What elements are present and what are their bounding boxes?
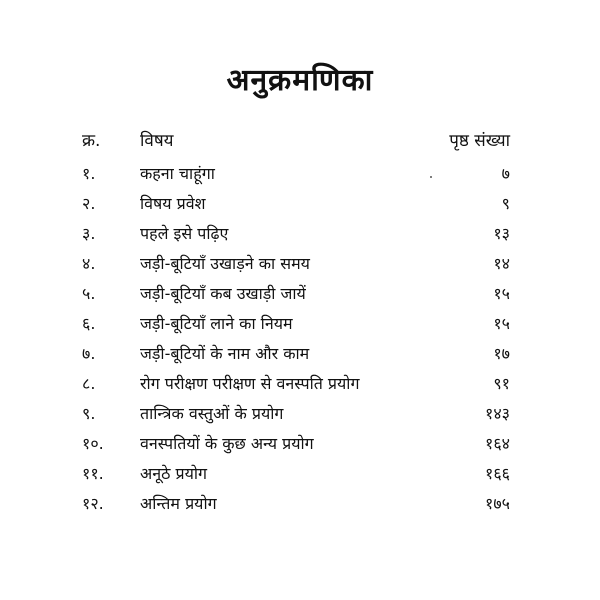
toc-row-number: १०. xyxy=(82,434,104,453)
toc-row-page: ९ xyxy=(501,194,510,213)
page-title: अनुक्रमणिका xyxy=(226,63,374,98)
toc-row-subject: विषय प्रवेश xyxy=(140,194,206,213)
toc-row-number: ८. xyxy=(82,374,96,393)
toc-row xyxy=(80,342,520,368)
toc-row xyxy=(80,162,520,188)
header-subject: विषय xyxy=(140,131,174,151)
toc-row xyxy=(80,492,520,518)
toc-row-subject: वनस्पतियों के कुछ अन्य प्रयोग xyxy=(140,434,314,453)
toc-row xyxy=(80,282,520,308)
toc-row-number: ६. xyxy=(82,314,96,333)
toc-row-number: १२. xyxy=(82,494,104,513)
toc-row-subject: जड़ी-बूटियाँ लाने का नियम xyxy=(140,314,293,333)
toc-row-subject: अनूठे प्रयोग xyxy=(140,464,208,483)
header-number: क्र. xyxy=(82,131,101,151)
toc-row-subject: रोग परीक्षण परीक्षण से वनस्पति प्रयोग xyxy=(140,374,360,393)
toc-row-subject: जड़ी-बूटियाँ उखाड़ने का समय xyxy=(140,254,310,273)
toc-row-page: १४ xyxy=(493,254,510,273)
toc-row xyxy=(80,252,520,278)
toc-row-number: ९. xyxy=(82,404,96,423)
toc-row-number: १. xyxy=(82,164,96,183)
toc-row xyxy=(80,312,520,338)
header-page: पृष्ठ संख्या xyxy=(449,131,510,151)
toc-row-page: ९१ xyxy=(493,374,510,393)
toc-row-number: ७. xyxy=(82,344,96,363)
toc-row-number: २. xyxy=(82,194,96,213)
toc-row xyxy=(80,192,520,218)
toc-row-page: १७५ xyxy=(485,494,510,513)
toc-row xyxy=(80,462,520,488)
toc-row-page: १६६ xyxy=(485,464,510,483)
toc-row xyxy=(80,432,520,458)
toc-row-number: ३. xyxy=(82,224,96,243)
toc-row xyxy=(80,372,520,398)
toc-row-number: ५. xyxy=(82,284,96,303)
toc-row-subject: जड़ी-बूटियों के नाम और काम xyxy=(140,344,310,363)
toc-row-page: १६४ xyxy=(485,434,510,453)
toc-row-page: १५ xyxy=(493,314,510,333)
toc-row-subject: अन्तिम प्रयोग xyxy=(140,494,217,513)
toc-row xyxy=(80,222,520,248)
toc-row-page: १४३ xyxy=(485,404,510,423)
toc-header xyxy=(80,128,520,154)
toc-row-subject: तान्त्रिक वस्तुओं के प्रयोग xyxy=(140,404,284,423)
toc-row-subject: पहले इसे पढ़िए xyxy=(140,224,229,243)
toc-row-subject: कहना चाहूंगा xyxy=(140,164,215,183)
toc-row-subject: जड़ी-बूटियाँ कब उखाड़ी जायें xyxy=(140,284,306,303)
toc-row xyxy=(80,402,520,428)
toc-row-page: १३ xyxy=(493,224,510,243)
toc-row-number: ४. xyxy=(82,254,96,273)
toc-row-page: ७ xyxy=(501,164,510,183)
toc-row-page: १७ xyxy=(493,344,510,363)
toc-row-number: ११. xyxy=(82,464,104,483)
toc-row-page: १५ xyxy=(493,284,510,303)
